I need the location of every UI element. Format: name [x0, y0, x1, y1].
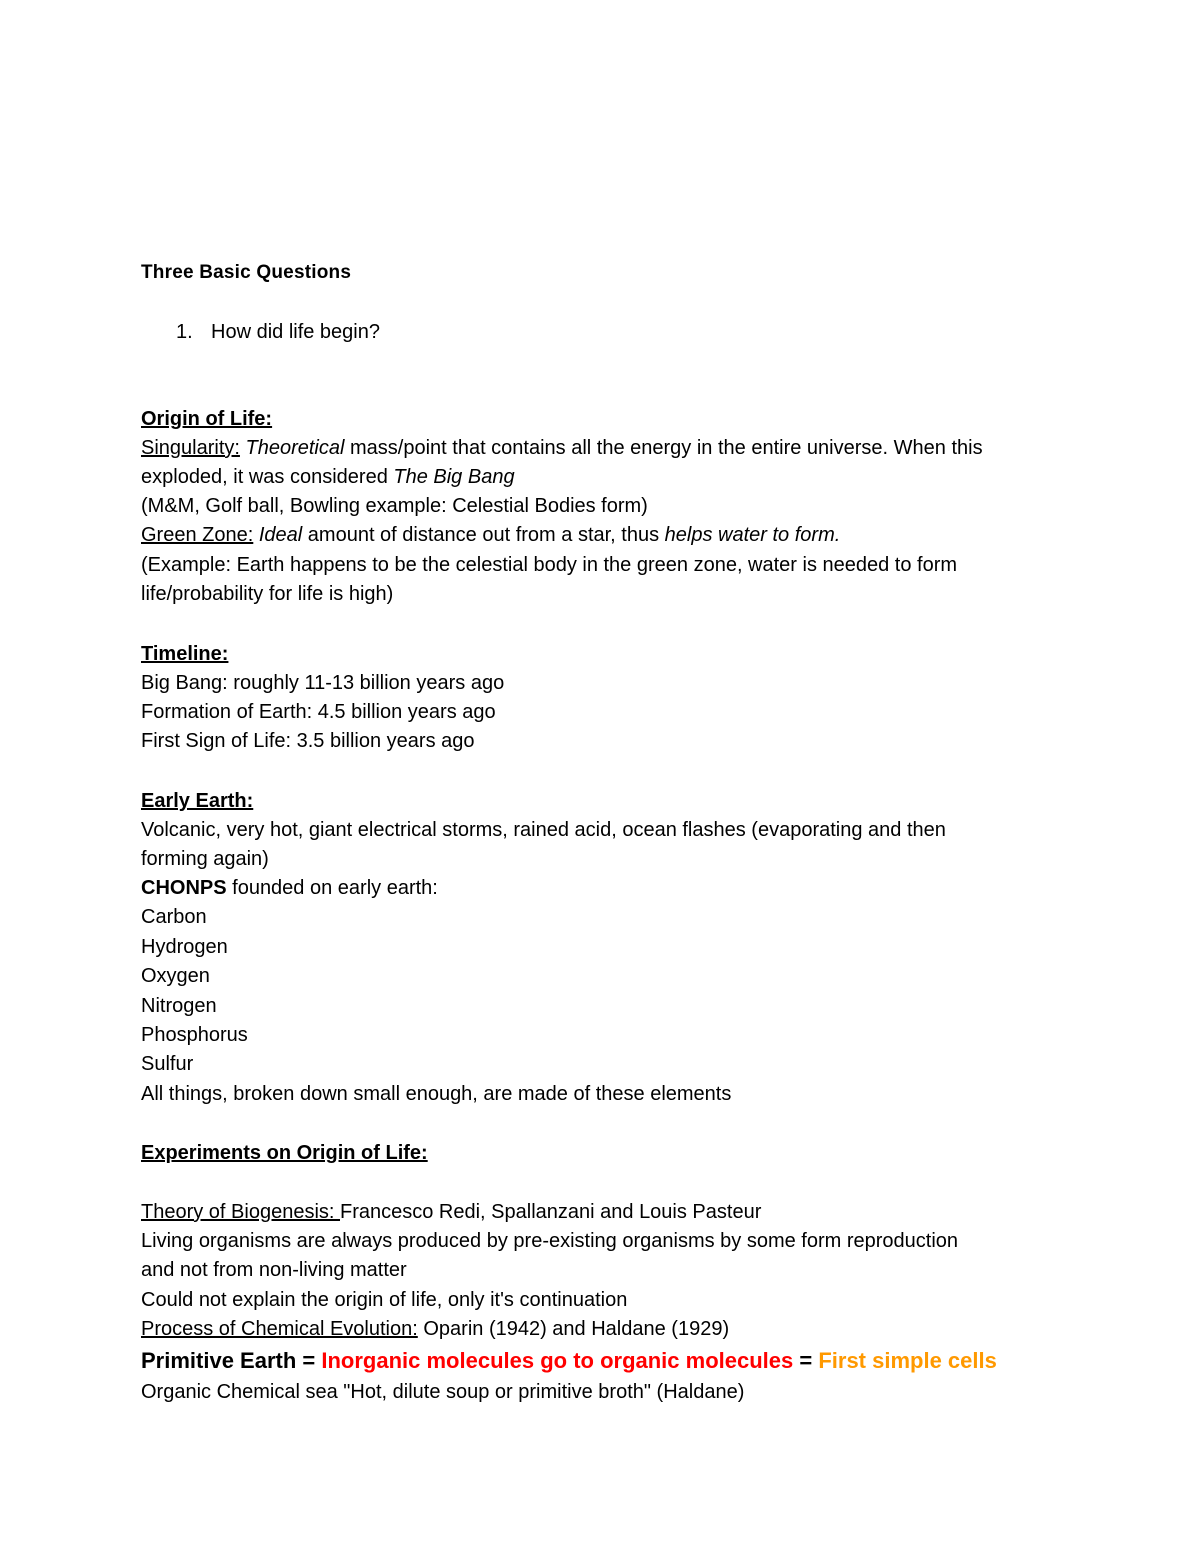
biogenesis-term: Theory of Biogenesis: [141, 1201, 340, 1223]
experiments-heading: Experiments on Origin of Life: [141, 1142, 428, 1164]
early-earth-heading: Early Earth: [141, 790, 254, 812]
singularity-line [141, 434, 983, 463]
equation-part-2: Inorganic molecules go to organic molecules [321, 1348, 794, 1373]
document-title: Three Basic Questions [141, 262, 352, 283]
singularity-term: Singularity: [141, 437, 240, 459]
equation-part-4: First simple cells [818, 1348, 997, 1373]
equation-line [141, 1346, 997, 1375]
chonps-line [141, 874, 438, 903]
soup-line: Organic Chemical sea "Hot, dilute soup or primitive broth" (Haldane) [141, 1381, 745, 1403]
elements-summary: All things, broken down small enough, are made of these elements [141, 1083, 732, 1105]
green-zone-italic-2: helps water to form. [664, 524, 841, 546]
equation-part-3: = [793, 1348, 819, 1373]
biogenesis-text: Francesco Redi, Spallanzani and Louis Pasteur [340, 1201, 762, 1223]
singularity-line-2 [141, 463, 515, 492]
biogenesis-desc-1: Living organisms are always produced by pre-existing organisms by some form reproduction [141, 1230, 959, 1252]
chemical-evolution-term: Process of Chemical Evolution: [141, 1318, 418, 1340]
singularity-text-2: exploded, it was considered [141, 466, 394, 488]
element-item: Sulfur [141, 1053, 194, 1075]
question-text: How did life begin? [211, 321, 380, 343]
element-item: Oxygen [141, 965, 210, 987]
green-zone-text: amount of distance out from a star, thus [302, 524, 665, 546]
origin-heading: Origin of Life: [141, 408, 273, 430]
biogenesis-desc-3: Could not explain the origin of life, only it's continuation [141, 1289, 628, 1311]
list-number: 1. [176, 321, 193, 343]
example-line-3: life/probability for life is high) [141, 583, 394, 605]
example-line-1: (M&M, Golf ball, Bowling example: Celestial Bodies form) [141, 495, 648, 517]
singularity-italic: Theoretical [245, 437, 345, 459]
chemical-evolution-line [141, 1315, 729, 1344]
green-zone-italic-1: Ideal [258, 524, 303, 546]
green-zone-term: Green Zone: [141, 524, 254, 546]
element-item: Hydrogen [141, 936, 228, 958]
timeline-heading: Timeline: [141, 643, 229, 665]
early-earth-desc-2: forming again) [141, 848, 269, 870]
early-earth-desc-1: Volcanic, very hot, giant electrical storms, rained acid, ocean flashes (evaporating and then [141, 819, 946, 841]
biogenesis-desc-2: and not from non-living matter [141, 1259, 407, 1281]
timeline-item: Formation of Earth: 4.5 billion years ago [141, 701, 496, 723]
chemical-evolution-text: Oparin (1942) and Haldane (1929) [417, 1318, 730, 1340]
element-item: Phosphorus [141, 1024, 248, 1046]
biogenesis-line [141, 1198, 761, 1227]
timeline-item: Big Bang: roughly 11-13 billion years ago [141, 672, 505, 694]
element-item: Carbon [141, 906, 207, 928]
green-zone-line [141, 521, 840, 550]
element-item: Nitrogen [141, 995, 217, 1017]
timeline-item: First Sign of Life: 3.5 billion years ago [141, 730, 475, 752]
equation-part-1: Primitive Earth = [141, 1348, 322, 1373]
big-bang-italic: The Big Bang [393, 466, 515, 488]
chonps-text: founded on early earth: [226, 877, 438, 899]
singularity-text: mass/point that contains all the energy in the entire universe. When this [344, 437, 983, 459]
example-line-2: (Example: Earth happens to be the celestial body in the green zone, water is needed to form [141, 554, 958, 576]
chonps-bold: CHONPS [141, 877, 227, 899]
